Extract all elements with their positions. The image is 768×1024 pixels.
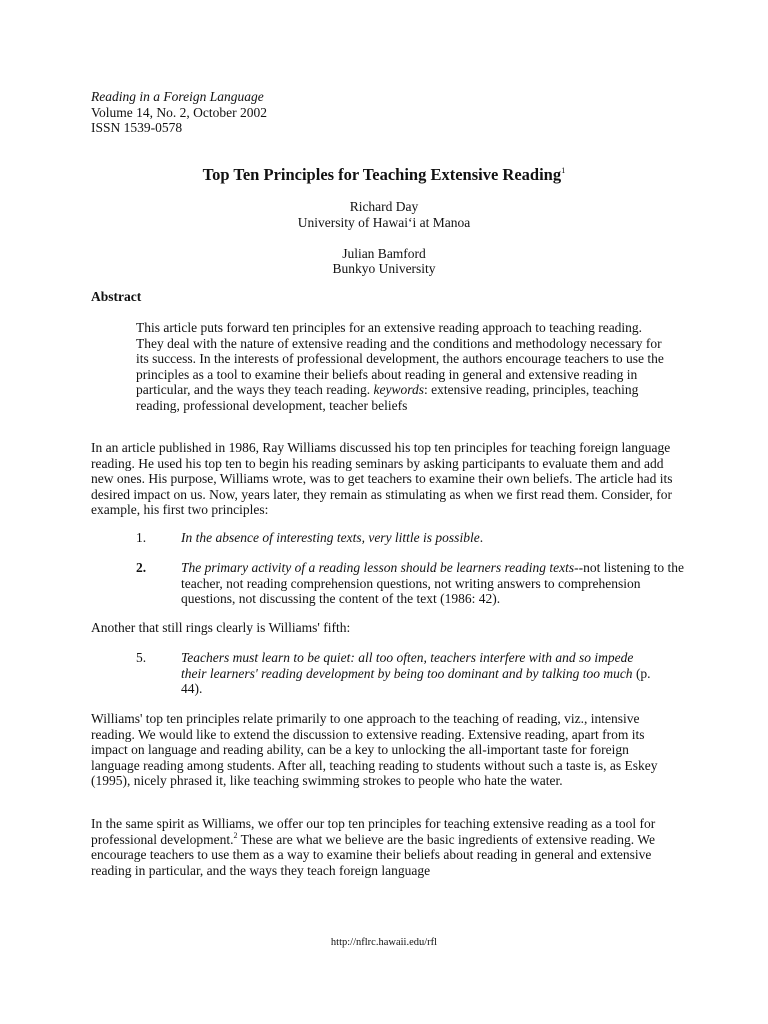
principle-italic: The primary activity of a reading lesson should be learners reading texts [181,560,575,575]
principle-rest: (p. 44). [181,665,651,697]
principle-text [181,650,656,697]
paragraph-text-cont: These are what we believe are the basic ingredients of extensive reading. We encourage teachers to use them as a way to examine their beliefs about reading in general and extensive reading in particular, and the ways they teach foreign language [91,831,655,878]
journal-issn: ISSN 1539-0578 [91,120,183,136]
footer-url[interactable]: http://nflrc.hawaii.edu/rfl [330,937,438,948]
principle-item-5 [136,650,656,697]
author-name: Julian Bamford [342,245,426,261]
keywords-text: : extensive reading, principles, teaching reading, professional development, teacher beliefs [136,382,639,413]
journal-volume: Volume 14, No. 2, October 2002 [91,104,267,120]
abstract-body [136,320,666,414]
principle-number: 5. [136,650,147,665]
principle-tail: . [479,530,484,545]
body-paragraph-2: Another that still rings clearly is Williams' fifth: [91,620,351,635]
principle-text [181,530,686,546]
body-paragraph-1: In an article published in 1986, Ray Williams discussed his top ten principles for teaching foreign language reading. He used his top ten to begin his reading seminars by asking participants to evaluate them and add new ones. His purpose, Williams wrote, was to get teachers to examine their own beliefs. The article had its desired impact on us. Now, years later, they remain as stimulating as when we first read them. Consider, for example, his first two principles: [91,440,673,518]
principle-item-1 [136,530,686,546]
article-title-text: Top Ten Principles for Teaching Extensive Reading [202,165,562,184]
author-block [0,246,768,277]
principle-text [181,560,686,607]
paragraph-text: In the same spirit as Williams, we offer our top ten principles for teaching extensive reading as a tool for professional development. [91,816,656,847]
author-affiliation: Bunkyo University [332,261,436,277]
abstract-text: This article puts forward ten principles for an extensive reading approach to teaching reading. They deal with the nature of extensive reading and the conditions and methodology necessary for its success. In the interests of professional development, the authors encourage teachers to use the principles as a tool to examine their beliefs about reading in general and extensive reading in particular, and the ways they teach reading. [136,320,664,398]
body-paragraph-3: Williams' top ten principles relate primarily to one approach to the teaching of reading, viz., intensive reading. We would like to extend the discussion to extensive reading. Extensive reading, apart from its impact on language and reading ability, can be a key to unlocking the all-important taste for foreign language reading among students. After all, teaching reading to students without such a taste is, as Eskey (1995), nicely phrased it, like teaching swimming strokes to people who hate the water. [91,711,658,789]
article-title [0,165,768,185]
principle-italic: In the absence of interesting texts, very little is possible [181,530,480,545]
principle-rest: --not listening to the teacher, not reading comprehension questions, not writing answers to comprehension questions, not discussing the content of the text (1986: 42). [181,560,684,607]
journal-name: Reading in a Foreign Language [91,89,264,104]
author-block [0,199,768,230]
author-list [0,199,768,293]
footnote-mark: 2 [233,830,238,840]
principle-number: 1. [136,530,147,545]
journal-header [91,89,491,136]
principle-italic: Teachers must learn to be quiet: all too often, teachers interfere with and so impede their learners' reading development by being too dominant and by talking too much [181,650,634,681]
principle-item-2 [136,560,686,607]
keywords-label: keywords [373,382,424,398]
title-footnote-mark: 1 [561,165,566,175]
body-paragraph-4 [91,816,676,878]
author-name: Richard Day [349,199,419,214]
abstract-heading: Abstract [91,289,142,304]
principle-number: 2. [136,560,147,575]
author-affiliation: University of Hawai‘i at Manoa [297,214,471,230]
